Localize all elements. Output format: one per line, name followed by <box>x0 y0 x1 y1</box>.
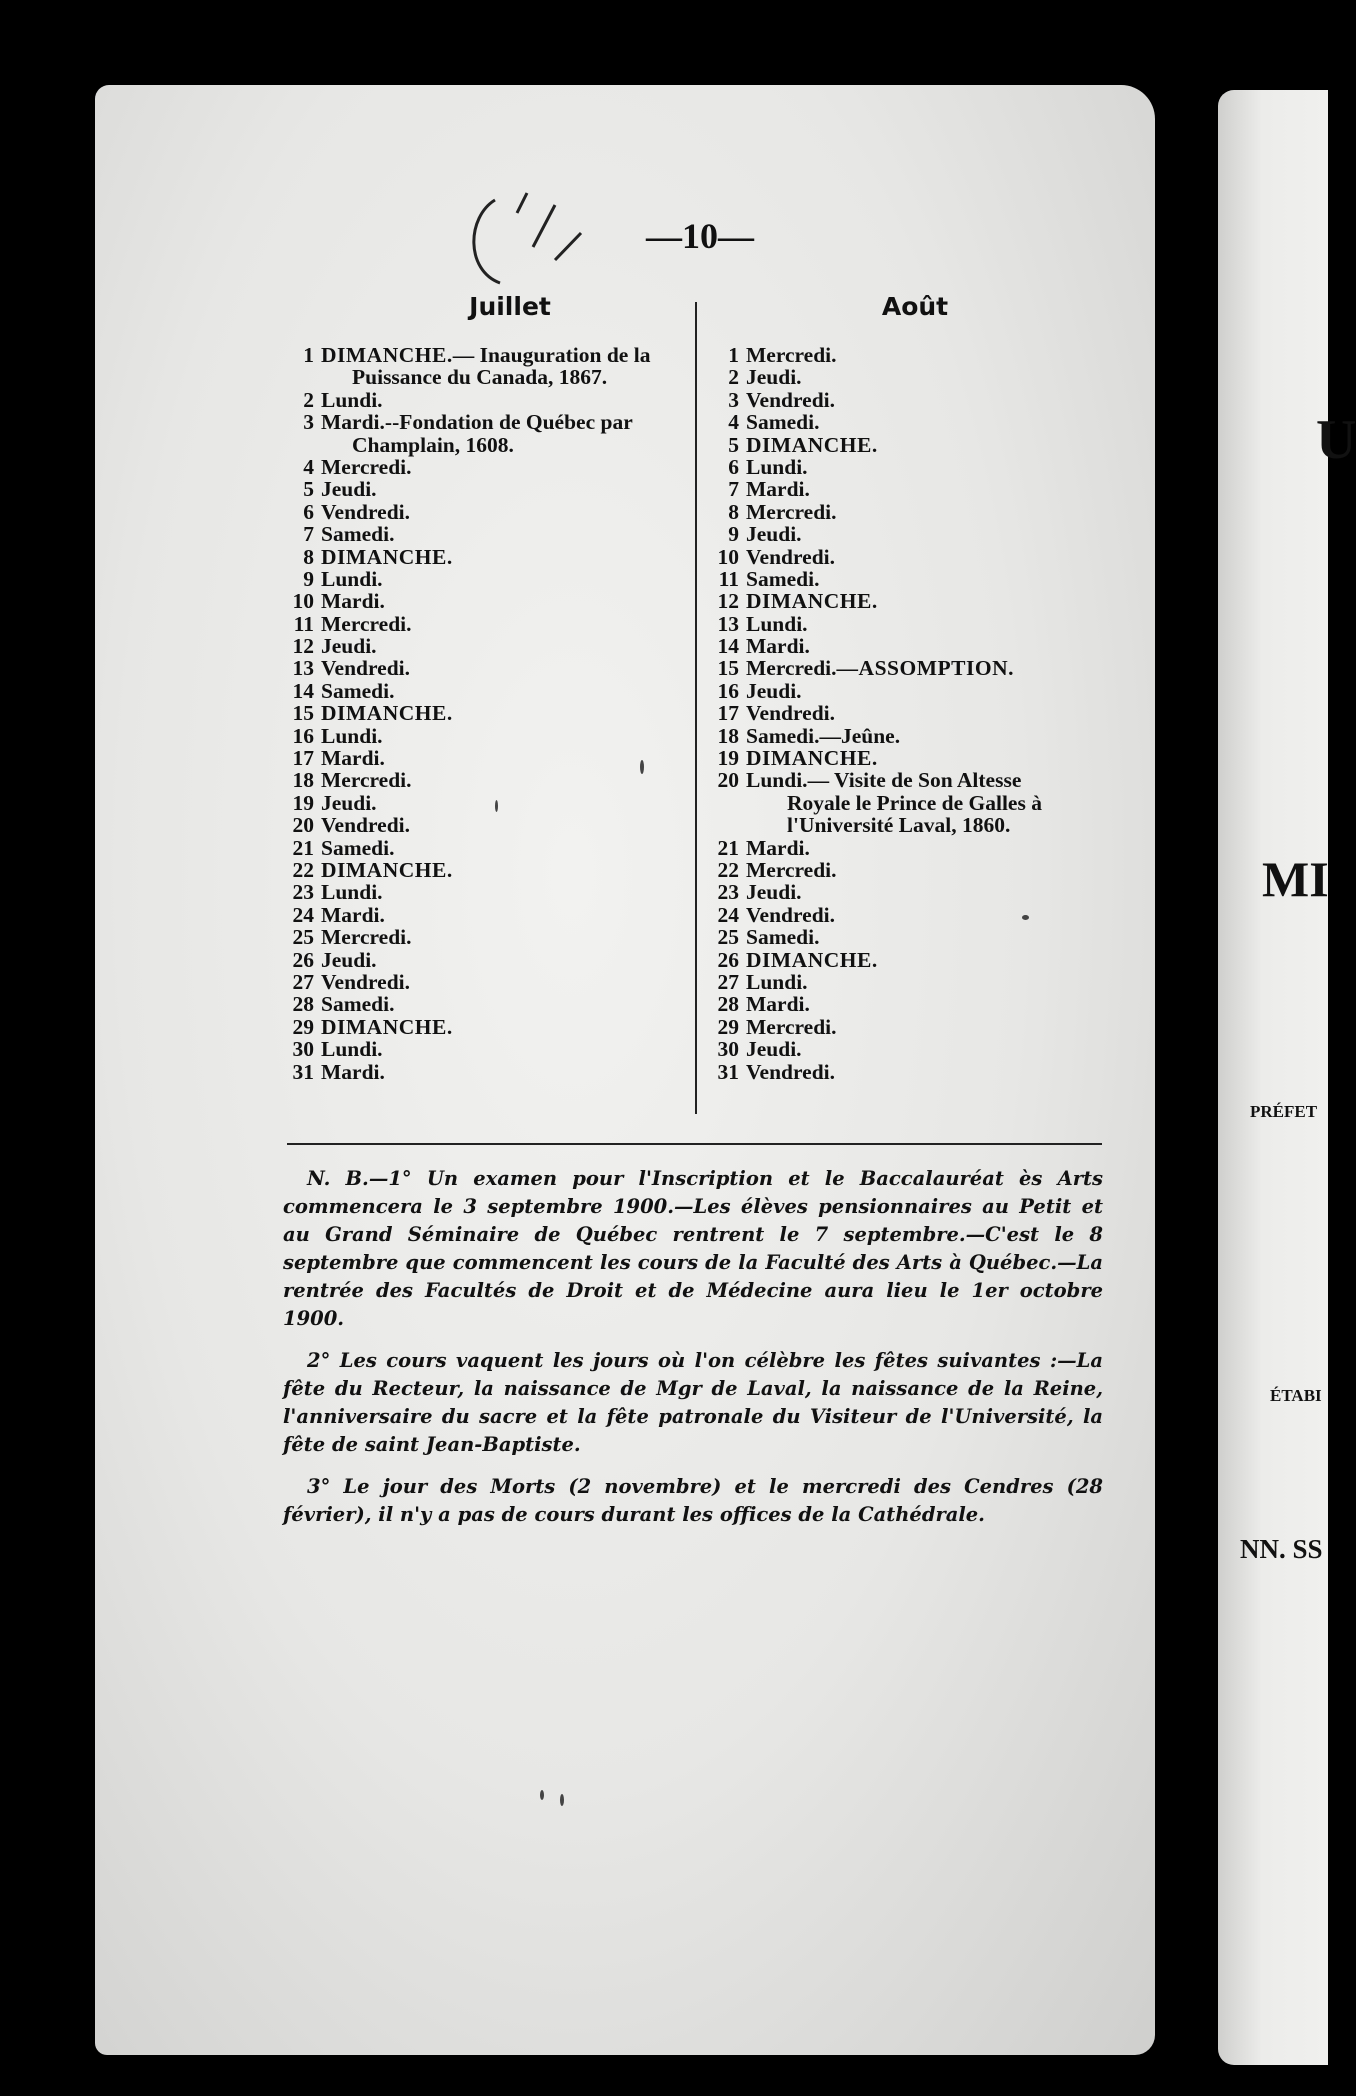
day-name: Vendredi. <box>746 701 836 726</box>
day-name: Lundi. <box>746 454 808 479</box>
day-name: Samedi. <box>746 723 820 748</box>
day-number: 2 <box>728 365 739 390</box>
day-number: 1 <box>728 343 739 367</box>
day-number: 5 <box>728 432 739 457</box>
day-name: Samedi. <box>321 678 395 703</box>
day-row <box>705 434 1115 456</box>
day-name: Mardi. <box>321 1059 385 1084</box>
august-list <box>705 344 1115 1083</box>
day-name: Mercredi. <box>746 343 837 367</box>
day-name: Jeudi. <box>746 522 802 547</box>
day-row <box>280 859 690 881</box>
day-row <box>705 859 1115 881</box>
day-number: 15 <box>292 701 314 726</box>
day-number: 29 <box>292 1014 314 1039</box>
day-name: Vendredi. <box>746 1059 836 1084</box>
day-row <box>280 725 690 747</box>
day-number: 21 <box>292 835 314 860</box>
day-row <box>280 501 690 523</box>
day-name: Lundi. <box>321 1037 383 1062</box>
speck <box>560 1794 564 1806</box>
day-name: Vendredi. <box>321 969 411 994</box>
notes <box>283 1165 1103 1543</box>
day-name: Mardi. <box>321 589 385 614</box>
day-number: 11 <box>293 611 314 636</box>
day-number: 3 <box>303 410 314 435</box>
day-number: 27 <box>717 969 739 994</box>
day-row <box>280 478 690 500</box>
entry-continuation: Puissance du Canada, 1867. <box>352 365 608 390</box>
day-row <box>280 792 690 814</box>
day-name: Jeudi. <box>746 365 802 390</box>
day-number: 30 <box>717 1037 739 1062</box>
section-divider <box>287 1143 1102 1145</box>
note-3: 3° Le jour des Morts (2 novembre) et le mercredi des Cendres (28 février), il n'y a pas de cours durant les offices de la Cathédrale. <box>283 1475 1103 1526</box>
day-event: — Inauguration de la <box>452 343 651 367</box>
day-name: DIMANCHE. <box>746 947 878 972</box>
day-row <box>705 680 1115 702</box>
day-number: 16 <box>292 723 314 748</box>
day-number: 31 <box>292 1059 314 1084</box>
day-name: Mercredi. <box>321 454 412 479</box>
day-name: DIMANCHE. <box>321 701 453 726</box>
day-row <box>280 1016 690 1038</box>
day-number: 13 <box>292 656 314 681</box>
day-name: Jeudi. <box>321 790 377 815</box>
day-name: Vendredi. <box>321 499 411 524</box>
day-row <box>280 747 690 769</box>
day-row <box>705 769 1115 791</box>
day-number: 21 <box>717 835 739 860</box>
day-number: 19 <box>292 790 314 815</box>
day-row <box>280 993 690 1015</box>
day-name: DIMANCHE. <box>746 432 878 457</box>
day-row <box>280 635 690 657</box>
day-number: 4 <box>303 454 314 479</box>
speck <box>640 760 644 774</box>
day-row <box>280 769 690 791</box>
entry-continuation: Royale le Prince de Galles à <box>787 790 1042 815</box>
day-number: 18 <box>292 768 314 793</box>
july-list <box>280 344 690 1083</box>
day-number: 10 <box>292 589 314 614</box>
day-name: Lundi. <box>321 880 383 905</box>
day-row <box>280 613 690 635</box>
day-name: Lundi. <box>321 387 383 412</box>
day-name: Mardi. <box>321 902 385 927</box>
day-row <box>280 680 690 702</box>
day-row <box>705 747 1115 769</box>
day-row <box>705 1016 1115 1038</box>
day-number: 7 <box>303 522 314 547</box>
day-number: 4 <box>728 410 739 435</box>
day-name: Jeudi. <box>321 634 377 659</box>
day-row <box>280 344 690 366</box>
day-row <box>280 1061 690 1083</box>
day-name: Lundi. <box>746 768 808 793</box>
day-name: Mercredi. <box>321 611 412 636</box>
day-name: DIMANCHE. <box>321 1014 453 1039</box>
day-name: Mercredi. <box>746 656 837 681</box>
day-name: Mardi. <box>321 410 385 435</box>
speck <box>495 800 498 812</box>
day-name: Samedi. <box>321 835 395 860</box>
day-name: DIMANCHE. <box>746 746 878 771</box>
day-name: Samedi. <box>321 992 395 1017</box>
day-row <box>280 523 690 545</box>
day-row <box>705 366 1115 388</box>
day-number: 2 <box>303 387 314 412</box>
day-name: Vendredi. <box>321 813 411 838</box>
day-number: 14 <box>717 634 739 659</box>
day-name: Samedi. <box>321 522 395 547</box>
day-name: Samedi. <box>746 925 820 950</box>
day-number: 28 <box>717 992 739 1017</box>
day-event: — Visite de Son Altesse <box>807 768 1022 793</box>
day-row <box>705 702 1115 724</box>
day-name: Lundi. <box>746 611 808 636</box>
day-row <box>705 993 1115 1015</box>
day-name: Samedi. <box>746 566 820 591</box>
note-1: N. B.—1° Un examen pour l'Inscription et le Baccalauréat ès Arts commencera le 3 septembre 1900.—Les élèves pensionnaires au Petit et au Grand Séminaire de Québec rentrent le 7 septembre.—C'est le 8 septembre que commencent les cours de la Faculté des Arts à Québec.—La rentrée des Facultés de Droit et de Médecine aura lieu le 1er octobre 1900. <box>283 1167 1103 1330</box>
day-row <box>705 971 1115 993</box>
day-name: Mercredi. <box>321 925 412 950</box>
day-number: 25 <box>292 925 314 950</box>
day-name: Mardi. <box>321 746 385 771</box>
day-number: 25 <box>717 925 739 950</box>
speck <box>540 1790 544 1800</box>
day-number: 12 <box>717 589 739 614</box>
day-row <box>705 949 1115 971</box>
day-row <box>705 568 1115 590</box>
day-name: DIMANCHE. <box>746 589 878 614</box>
day-row <box>705 501 1115 523</box>
day-row <box>280 904 690 926</box>
day-number: 1 <box>303 343 314 367</box>
day-row <box>705 523 1115 545</box>
handwritten-mark <box>455 185 595 290</box>
facing-fragment: ÉTABI <box>1270 1386 1322 1405</box>
day-number: 20 <box>717 768 739 793</box>
day-number: 23 <box>292 880 314 905</box>
day-name: Mercredi. <box>321 768 412 793</box>
day-event: —Jeûne. <box>819 723 901 748</box>
day-row <box>705 725 1115 747</box>
day-number: 22 <box>717 857 739 882</box>
day-number: 9 <box>303 566 314 591</box>
facing-fragment: MI <box>1262 851 1329 907</box>
day-row <box>280 702 690 724</box>
day-name: Mardi. <box>746 477 810 502</box>
july-title: Juillet <box>469 292 551 321</box>
facing-fragment: NN. SS <box>1240 1534 1323 1564</box>
day-number: 23 <box>717 880 739 905</box>
day-number: 31 <box>717 1059 739 1084</box>
speck <box>1022 915 1029 920</box>
day-number: 30 <box>292 1037 314 1062</box>
day-name: Jeudi. <box>746 678 802 703</box>
day-row <box>280 949 690 971</box>
day-number: 15 <box>717 656 739 681</box>
day-number: 16 <box>717 678 739 703</box>
day-row <box>705 881 1115 903</box>
day-name: Jeudi. <box>321 947 377 972</box>
day-number: 5 <box>303 477 314 502</box>
day-row <box>705 389 1115 411</box>
day-number: 14 <box>292 678 314 703</box>
facing-fragment: U <box>1316 409 1356 471</box>
day-row <box>705 613 1115 635</box>
facing-fragment: PRÉFET <box>1250 1102 1318 1121</box>
day-name: Mercredi. <box>746 1014 837 1039</box>
day-row <box>705 657 1115 679</box>
day-number: 17 <box>292 746 314 771</box>
day-number: 11 <box>718 566 739 591</box>
day-row <box>280 926 690 948</box>
day-name: Vendredi. <box>746 544 836 569</box>
day-name: Jeudi. <box>746 880 802 905</box>
day-number: 8 <box>303 544 314 569</box>
day-number: 3 <box>728 387 739 412</box>
day-number: 10 <box>717 544 739 569</box>
day-number: 27 <box>292 969 314 994</box>
column-divider <box>695 302 697 1114</box>
day-name: Mardi. <box>746 992 810 1017</box>
day-number: 17 <box>717 701 739 726</box>
day-name: Vendredi. <box>321 656 411 681</box>
day-row <box>705 478 1115 500</box>
day-name: Mercredi. <box>746 857 837 882</box>
day-row <box>705 456 1115 478</box>
day-row <box>280 814 690 836</box>
note-2: 2° Les cours vaquent les jours où l'on célèbre les fêtes suivantes :—La fête du Recteur, la naissance de Mgr de Laval, la naissance de la Reine, l'anniversaire du sacre et la fête patronale du Visiteur de l'Université, la fête de saint Jean-Baptiste. <box>283 1349 1103 1456</box>
facing-page <box>1218 90 1356 2065</box>
day-number: 24 <box>292 902 314 927</box>
day-number: 18 <box>717 723 739 748</box>
day-name: Mercredi. <box>746 499 837 524</box>
day-row <box>705 635 1115 657</box>
day-number: 19 <box>717 746 739 771</box>
day-number: 28 <box>292 992 314 1017</box>
day-row <box>280 881 690 903</box>
day-row <box>280 837 690 859</box>
day-number: 7 <box>728 477 739 502</box>
day-row <box>705 1061 1115 1083</box>
day-name: Lundi. <box>321 723 383 748</box>
day-name: Lundi. <box>746 969 808 994</box>
day-number: 22 <box>292 857 314 882</box>
day-name: Jeudi. <box>746 1037 802 1062</box>
day-number: 24 <box>717 902 739 927</box>
day-row <box>280 971 690 993</box>
day-number: 9 <box>728 522 739 547</box>
day-row <box>280 590 690 612</box>
day-name: DIMANCHE. <box>321 544 453 569</box>
day-row <box>705 546 1115 568</box>
day-event: —ASSOMPTION. <box>836 656 1014 681</box>
day-number: 20 <box>292 813 314 838</box>
day-number: 13 <box>717 611 739 636</box>
day-number: 6 <box>728 454 739 479</box>
day-name: Vendredi. <box>746 902 836 927</box>
day-name: Jeudi. <box>321 477 377 502</box>
day-row <box>705 344 1115 366</box>
day-row <box>705 837 1115 859</box>
day-name: DIMANCHE. <box>321 343 453 367</box>
day-row <box>280 411 690 433</box>
day-name: Mardi. <box>746 634 810 659</box>
entry-continuation: Champlain, 1608. <box>352 432 514 457</box>
day-name: Lundi. <box>321 566 383 591</box>
day-row <box>280 389 690 411</box>
day-number: 6 <box>303 499 314 524</box>
entry-continuation: l'Université Laval, 1860. <box>787 813 1011 838</box>
day-row <box>705 590 1115 612</box>
day-row <box>280 456 690 478</box>
day-row <box>280 657 690 679</box>
day-row <box>705 1038 1115 1060</box>
day-row <box>280 546 690 568</box>
day-name: DIMANCHE. <box>321 857 453 882</box>
august-title: Août <box>881 292 949 321</box>
day-row <box>705 904 1115 926</box>
day-name: Mardi. <box>746 835 810 860</box>
day-number: 26 <box>717 947 739 972</box>
day-row <box>705 926 1115 948</box>
day-number: 8 <box>728 499 739 524</box>
day-event: --Fondation de Québec par <box>384 410 633 435</box>
day-name: Samedi. <box>746 410 820 435</box>
day-name: Vendredi. <box>746 387 836 412</box>
page-number: —10— <box>646 216 754 256</box>
day-number: 26 <box>292 947 314 972</box>
day-number: 12 <box>292 634 314 659</box>
day-row <box>705 411 1115 433</box>
day-number: 29 <box>717 1014 739 1039</box>
day-row <box>280 1038 690 1060</box>
day-row <box>280 568 690 590</box>
